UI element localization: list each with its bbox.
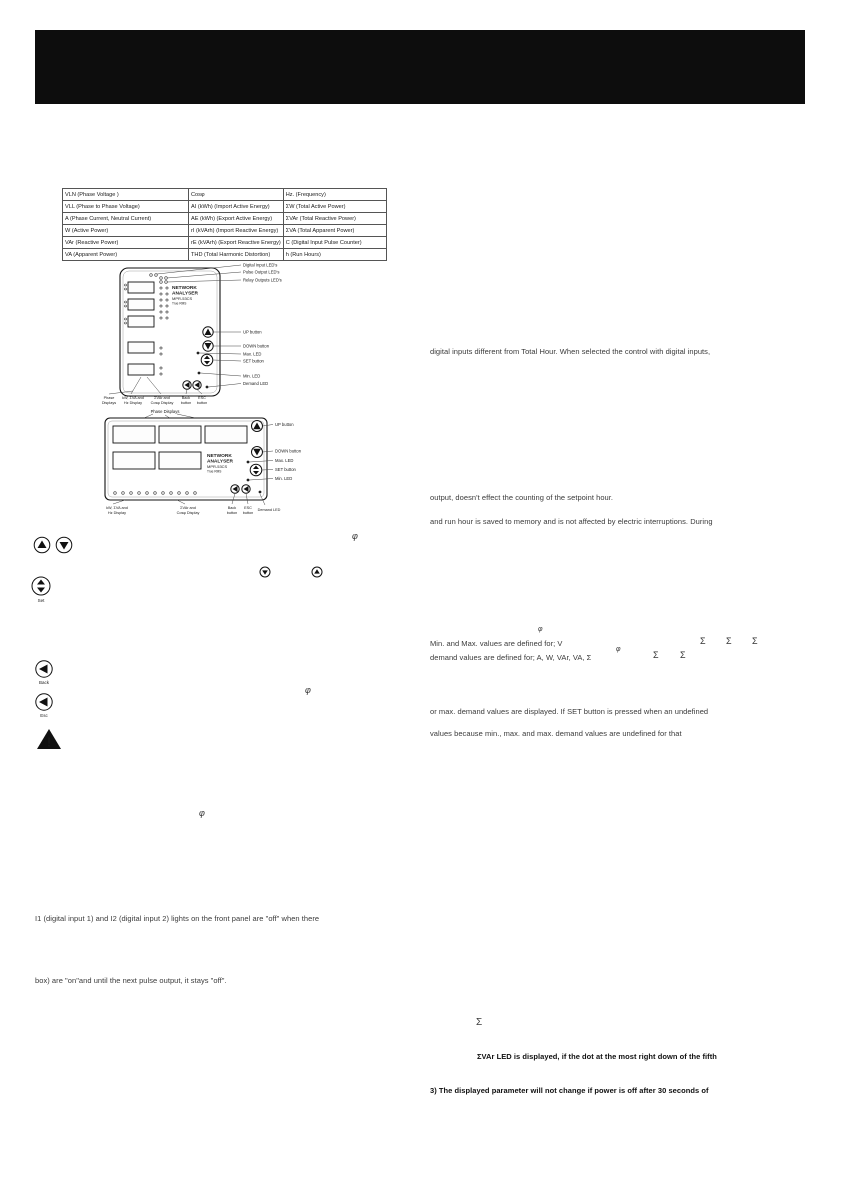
phi-symbol: φ <box>199 808 205 818</box>
svg-text:Cosφ Display: Cosφ Display <box>176 511 200 515</box>
true-rms-text: True RMS <box>172 301 187 306</box>
demand-led <box>259 491 262 494</box>
body-text-line: values because min., max. and max. demand values are undefined for that <box>430 729 682 738</box>
table-cell: VLL (Phase to Phase Voltage) <box>63 201 189 213</box>
back-button-icon <box>34 660 56 686</box>
body-text-line: or max. demand values are displayed. If SET button is pressed when an undefined <box>430 707 709 716</box>
callout-set-button: SET button <box>275 467 296 472</box>
table-cell: ΣVA (Total Apparent Power) <box>283 225 386 237</box>
phi-symbol: φ <box>616 646 621 653</box>
callout-max-led: Max. LED <box>243 351 262 357</box>
body-text-line: demand values are defined for; A, W, VAr, VA, Σ <box>430 653 592 662</box>
model-text: MPR-53CS <box>207 464 228 469</box>
table-cell: AI (kWh) (Import Active Energy) <box>189 201 284 213</box>
table-cell: VLN (Phase Voltage ) <box>63 189 189 201</box>
set-button-icon <box>250 464 262 476</box>
svg-text:ESC: ESC <box>244 506 252 510</box>
callout-esc-button <box>243 506 254 515</box>
back-button-icon <box>231 485 239 493</box>
kw-hz-display <box>113 452 155 469</box>
set-button-label: Set <box>37 598 45 603</box>
table-cell: VAr (Reactive Power) <box>63 237 189 249</box>
svg-text:ΣVAr and: ΣVAr and <box>180 506 196 510</box>
svg-text:Cosφ Display: Cosφ Display <box>150 401 174 405</box>
body-text-line: 3) The displayed parameter will not change if power is off after 30 seconds of <box>430 1086 709 1095</box>
body-text-line: ΣVAr LED is displayed, if the dot at the most right down of the fifth <box>477 1052 717 1061</box>
back-button-icon <box>183 381 191 389</box>
sigma-symbol: Σ <box>653 650 659 660</box>
callout-up-button: UP button <box>243 329 262 335</box>
callout-phase-displays-top: Phase Displays <box>150 409 180 414</box>
table-cell: AE (kWh) (Export Active Energy) <box>189 213 284 225</box>
body-text-line: box) are "on"and until the next pulse output, it stays "off". <box>35 976 227 985</box>
table-cell: VA (Apparent Power) <box>63 249 189 261</box>
parameter-table <box>62 188 387 261</box>
body-text-line: I1 (digital input 1) and I2 (digital input 2) lights on the front panel are "off" when there <box>35 914 320 923</box>
body-text-line: output, doesn't effect the counting of the setpoint hour. <box>430 493 614 502</box>
svg-text:Back: Back <box>227 506 237 510</box>
table-cell: C (Digital Input Pulse Counter) <box>283 237 386 249</box>
device-front-diagram-1 <box>95 256 325 412</box>
svg-text:ESC: ESC <box>198 396 206 400</box>
brand-line1: NETWORK <box>172 286 197 291</box>
table-cell: Cosφ <box>189 189 284 201</box>
up-button-icon <box>252 421 263 432</box>
body-text-line: and run hour is saved to memory and is not affected by electric interruptions. During <box>430 517 713 526</box>
table-row <box>63 201 387 213</box>
kw-hz-display <box>128 342 154 353</box>
svg-text:kW, ΣVA and: kW, ΣVA and <box>122 396 144 400</box>
device-front-diagram-2 <box>95 404 325 519</box>
phi-symbol: φ <box>305 685 311 695</box>
svg-text:button: button <box>196 401 208 405</box>
phase-displays <box>125 282 155 327</box>
up-button-icon <box>203 327 213 337</box>
table-cell: h (Run Hours) <box>283 249 386 261</box>
cos-display <box>128 364 154 375</box>
brand-line2: ANALYSER <box>207 459 233 465</box>
body-text-line: digital inputs different from Total Hour. When selected the control with digital inputs, <box>430 347 711 356</box>
table-cell: A (Phase Current, Neutral Current) <box>63 213 189 225</box>
down-button-inline-icon <box>259 566 271 578</box>
max-led <box>247 461 250 464</box>
demand-led <box>206 386 209 389</box>
callout-var-cos-display <box>177 506 200 515</box>
svg-text:Displays: Displays <box>101 401 117 405</box>
callout-back-button <box>227 506 238 515</box>
phi-symbol: φ <box>538 626 543 633</box>
brand-line1: NETWORK <box>207 454 232 459</box>
min-led <box>198 372 201 375</box>
svg-text:button: button <box>226 511 238 515</box>
svg-text:Phase: Phase <box>103 396 115 400</box>
back-button-label: Back <box>38 680 50 685</box>
table-cell: ΣW (Total Active Power) <box>283 201 386 213</box>
brand-line2: ANALYSER <box>172 291 198 297</box>
true-rms-text: True RMS <box>207 469 222 474</box>
warning-icon <box>36 728 62 750</box>
body-text-line: Min. and Max. values are defined for; V <box>430 639 563 648</box>
sigma-symbol: Σ <box>752 636 758 646</box>
esc-button-icon <box>34 693 56 719</box>
esc-button-label: Esc <box>40 713 48 718</box>
callout-min-led: Min. LED <box>275 476 293 481</box>
max-led <box>197 352 200 355</box>
callout-down-button: DOWN button <box>275 448 302 454</box>
table-cell: Hz. (Frequency) <box>283 189 386 201</box>
callout-kw-hz-display <box>106 506 128 515</box>
table-cell: ΣVAr (Total Reactive Power) <box>283 213 386 225</box>
svg-text:Hz Display: Hz Display <box>123 401 143 405</box>
up-button-icon <box>33 536 51 554</box>
svg-text:button: button <box>180 401 192 405</box>
set-button-icon <box>28 576 54 604</box>
callout-pulse-output-leds: Pulse Output LED's <box>243 269 280 275</box>
table-row <box>63 225 387 237</box>
svg-text:Demand LED: Demand LED <box>257 508 281 512</box>
svg-text:!: ! <box>46 734 52 750</box>
table-cell: W (Active Power) <box>63 225 189 237</box>
svg-text:ΣVAr and: ΣVAr and <box>154 396 170 400</box>
svg-text:Back: Back <box>181 396 191 400</box>
svg-text:kW, ΣVA and: kW, ΣVA and <box>106 506 128 510</box>
var-cos-display <box>159 452 201 469</box>
table-row <box>63 213 387 225</box>
callout-digital-input-leds: Digital Input LED's <box>243 262 278 268</box>
table-cell: rI (kVArh) (Import Reactive Energy) <box>189 225 284 237</box>
callout-demand-led: Demand LED <box>243 381 269 386</box>
callout-min-led: Min. LED <box>243 373 261 379</box>
model-text: MPR-53CS <box>172 296 193 301</box>
esc-button-icon <box>193 381 201 389</box>
callout-demand-led <box>258 508 281 512</box>
callout-max-led: Max. LED <box>275 458 294 463</box>
phi-symbol: φ <box>352 531 358 541</box>
min-led <box>247 479 250 482</box>
down-button-icon <box>55 536 73 554</box>
sigma-symbol: Σ <box>726 636 732 646</box>
sigma-symbol: Σ <box>680 650 686 660</box>
table-row <box>63 237 387 249</box>
svg-text:Hz Display: Hz Display <box>107 511 127 515</box>
callout-set-button: SET button <box>243 358 264 364</box>
body-text-line: Σ <box>476 1017 483 1028</box>
down-button-icon <box>252 447 263 458</box>
down-button-icon <box>203 341 213 351</box>
svg-text:button: button <box>242 511 254 515</box>
sigma-symbol: Σ <box>700 636 706 646</box>
esc-button-icon <box>242 485 250 493</box>
callout-down-button: DOWN button <box>243 343 270 349</box>
table-row <box>63 189 387 201</box>
set-button-icon <box>201 354 213 366</box>
phase-displays <box>113 426 247 443</box>
table-cell: rE (kVArh) (Export Reactive Energy) <box>189 237 284 249</box>
callout-up-button: UP button <box>275 422 294 427</box>
callout-relay-output-leds: Relay Outputs LED's <box>243 277 282 283</box>
table-cell: THD (Total Harmonic Distortion) <box>189 249 284 261</box>
header-bar <box>35 30 805 104</box>
up-button-inline-icon <box>311 566 323 578</box>
